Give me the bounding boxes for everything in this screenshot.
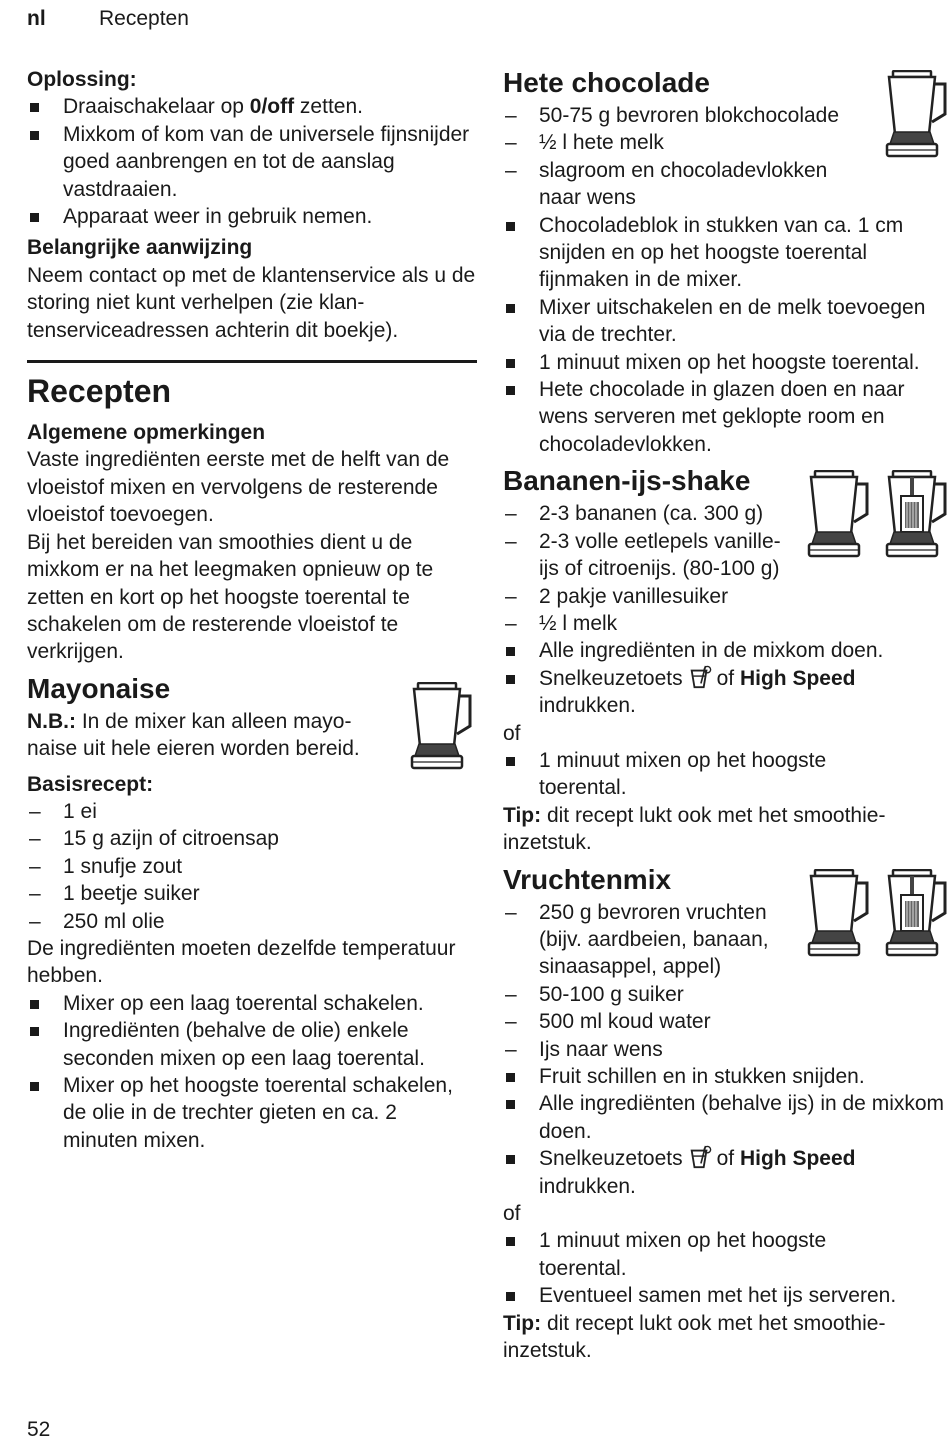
smoothie-icon [687,665,713,689]
list-item [503,1145,950,1200]
right-column [503,66,950,1364]
blender-icon [800,869,872,959]
list-item: – Ijs naar wens [503,1036,950,1063]
list-item [503,665,950,720]
shake-tip [503,802,950,857]
shake-steps [503,637,950,719]
note-text: Neem contact op met de klantenservice als u de storing niet kunt verhelpen (zie klantenserviceadressen achterin dit boekje). [27,263,476,342]
list-item: Ingrediënten (behalve de olie) enkele seconden mixen op een laag toerental. [27,1017,477,1072]
mayo-temperature-text: De ingrediënten moeten dezelfde temperatuur hebben. [27,936,456,988]
list-item: – 50-75 g bevroren blokchocolade [503,102,860,129]
quick-post-text: indrukken. [539,694,636,718]
general-heading: Algemene opmerkingen [27,421,266,445]
mayo-steps [27,990,477,1154]
list-item: – 500 ml koud water [503,1008,950,1035]
shake-title: Bananen-ijs-shake [503,465,751,497]
header-section-title: Recepten [99,7,189,30]
list-item: Mixer op het hoogste toerental schakelen, de olie in de trechter gieten en ca. 2 minuten mixen. [27,1072,477,1154]
fruit-tip [503,1310,950,1365]
list-item: – 50-100 g suiker [503,981,950,1008]
list-item [27,121,477,203]
tip-text: dit recept lukt ook met het smoothie-inzetstuk. [503,803,886,855]
quick-of-text: of [716,1147,735,1171]
mayo-title: Mayonaise [27,672,171,704]
list-item: 1 minuut mixen op het hoogste toerental. [503,747,950,802]
list-item [27,203,477,230]
quick-of-text: of [716,666,735,690]
blender-icons [800,470,950,567]
mayo-note-text: In de mixer kan alleen mayonaise uit hele eieren worden bereid. [27,709,360,761]
fruit-alt-steps [503,1227,950,1309]
mayo-section [27,672,477,763]
item-text: Apparaat weer in gebruik nemen. [63,205,373,229]
list-item: – slagroom en chocoladevlokken naar wens [503,157,860,212]
list-item: – 2-3 volle eetlepels vanille-ijs of citroenijs. (80-100 g) [503,528,790,583]
basis-ingredients [27,798,477,935]
list-item: Eventueel samen met het ijs serveren. [503,1282,950,1309]
list-item [27,93,477,120]
list-item: Fruit schillen en in stukken snijden. [503,1063,950,1090]
high-speed-label: High Speed [739,666,856,690]
shake-ingredients-more [503,583,950,638]
list-item: – 1 ei [27,798,477,825]
list-item: – 2 pakje vanillesuiker [503,583,950,610]
quick-post-text: indrukken. [539,1174,636,1198]
section-divider [27,360,477,363]
list-item: Hete chocolade in glazen doen en naar wens serveren met geklopte room en chocoladevlokken. [503,376,950,458]
shake-alt-steps [503,747,950,802]
list-item: – 1 snufje zout [27,853,477,880]
fruit-section [503,863,950,981]
fruit-title: Vruchtenmix [503,863,672,895]
item-text: Draaischakelaar op [63,95,250,119]
choco-steps [503,212,950,459]
list-item: – 250 g bevroren vruchten (bijv. aardbeien, banaan, sinaasappel, appel) [503,899,790,981]
choco-title: Hete chocolade [503,67,710,98]
quick-key-text: Snelkeuzetoets [539,666,683,690]
fruit-steps [503,1063,950,1200]
solution-list [27,93,477,230]
list-item: Chocoladeblok in stukken van ca. 1 cm snijden en op het hoogste toerental fijnmaken in de mixer. [503,212,950,294]
list-item: – 250 ml olie [27,908,477,935]
or-text: of [503,721,521,745]
blender-icon [878,70,950,167]
high-speed-label: High Speed [739,1147,856,1171]
language-code: nl [27,7,46,30]
list-item: Mixer op een laag toerental schakelen. [27,990,477,1017]
blender-icons [800,869,950,966]
item-text-post: zetten. [294,95,363,119]
list-item: Alle ingrediënten in de mixkom doen. [503,637,950,664]
blender-smoothie-icon [878,470,950,560]
solution-heading: Oplossing: [27,68,137,91]
tip-label: Tip: [503,1311,542,1335]
list-item: 1 minuut mixen op het hoogste toerental. [503,1227,950,1282]
blender-icon [800,470,872,560]
item-text: Mixkom of kom van de universele fijnsnijder goed aanbrengen en tot de aanslag vastdraaien. [63,122,470,201]
item-strong: 0/off [249,95,295,119]
blender-icon [403,682,475,779]
general-paragraph-1: Vaste ingrediënten eerste met de helft van de vloeistof mixen en vervolgens de resterende vloeistof toevoegen. [27,448,450,527]
page-number: 52 [27,1418,51,1441]
left-column [27,66,477,1154]
list-item: – 15 g azijn of citroensap [27,825,477,852]
tip-label: Tip: [503,803,542,827]
mayo-note-label: N.B.: [27,709,76,733]
smoothie-icon [687,1145,713,1169]
recipes-title: Recepten [27,373,172,410]
list-item: 1 minuut mixen op het hoogste toerental. [503,349,950,376]
quick-key-text: Snelkeuzetoets [539,1147,683,1171]
shake-section [503,464,950,582]
general-paragraph-2: Bij het bereiden van smoothies dient u de mixkom er na het leegmaken opnieuw op te zetten en kort op het hoogste toerental te schakelen om de resterende vloeistof te verkrijgen. [27,530,434,664]
note-heading: Belangrijke aanwijzing [27,236,253,260]
choco-section [503,66,950,212]
list-item: – 1 beetje suiker [27,880,477,907]
fruit-ingredients-more [503,981,950,1063]
tip-text: dit recept lukt ook met het smoothie-inzetstuk. [503,1311,886,1363]
list-item: – ½ l hete melk [503,129,860,156]
list-item: Alle ingrediënten (behalve ijs) in de mixkom doen. [503,1090,950,1145]
or-text: of [503,1202,521,1226]
list-item: Mixer uitschakelen en de melk toevoegen via de trechter. [503,294,950,349]
blender-smoothie-icon [878,869,950,959]
list-item: – 2-3 bananen (ca. 300 g) [503,500,790,527]
basis-heading: Basisrecept: [27,772,154,796]
list-item: – ½ l melk [503,610,950,637]
